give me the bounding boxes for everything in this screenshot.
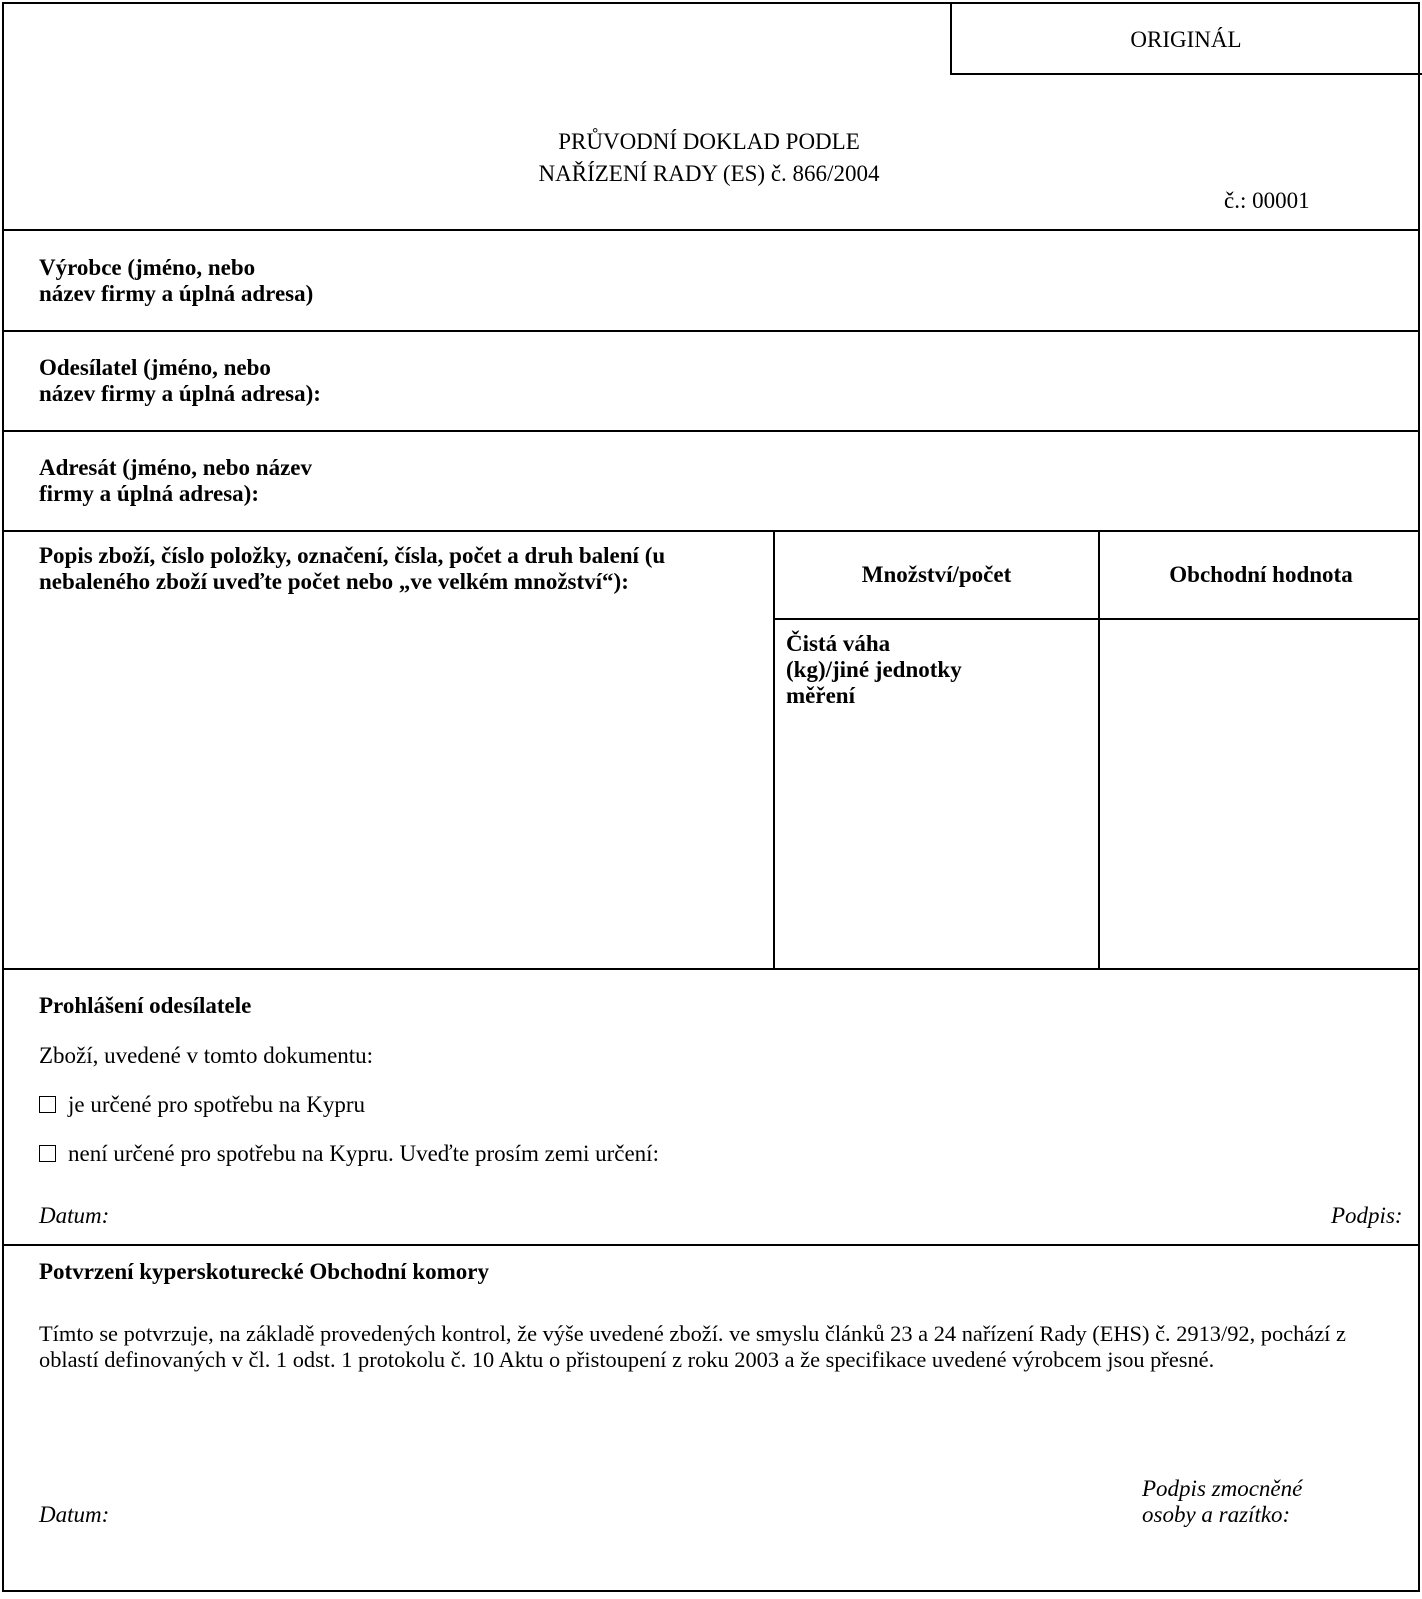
document-number: č.: 00001 [1224,188,1310,213]
producer-label-line1: Výrobce (jméno, nebo [39,255,256,280]
declaration-signature-label: Podpis: [1331,1203,1403,1228]
declaration-title: Prohlášení odesílatele [39,993,252,1018]
net-weight-line2: (kg)/jiné jednotky [786,657,962,682]
sender-label-line1: Odesílatel (jméno, nebo [39,355,271,380]
document-title-line2: NAŘÍZENÍ RADY (ES) č. 866/2004 [538,161,880,186]
confirmation-title: Potvrzení kyperskoturecké Obchodní komory [39,1259,489,1284]
divider-producer [4,330,1418,332]
declaration-option-consumed [39,1091,365,1118]
divider-recipient [4,530,1418,532]
confirmation-text-line1: Tímto se potvrzuje, na základě provedených kontrol, že výše uvedené zboží. ve smyslu článků 23 a 24 nařízení Rady (EHS) č. 2913/92, pochází z [39,1321,1346,1346]
goods-description-line2: nebaleného zboží uveďte počet nebo „ve velkém množství“): [39,569,629,594]
quantity-header: Množství/počet [861,562,1012,587]
declaration-option-not-consumed [39,1140,659,1167]
recipient-label-line1: Adresát (jméno, nebo název [39,455,312,480]
declaration-intro: Zboží, uvedené v tomto dokumentu: [39,1043,374,1068]
declaration-date-label: Datum: [39,1203,110,1228]
checkbox-not-consumed[interactable] [39,1145,56,1162]
divider-header [4,229,1418,231]
checkbox-consumed[interactable] [39,1096,56,1113]
option-not-consumed-label: není určené pro spotřebu na Kypru. Uveďte prosím zemi určení: [68,1141,659,1166]
producer-label-line2: název firmy a úplná adresa) [39,281,314,306]
divider-declaration [4,1244,1418,1246]
net-weight-line3: měření [786,683,855,708]
option-consumed-label: je určené pro spotřebu na Kypru [68,1092,365,1117]
goods-description-line1: Popis zboží, číslo položky, označení, čísla, počet a druh balení (u [39,543,666,568]
net-weight-line1: Čistá váha [786,631,891,656]
confirmation-text-line2: oblastí definovaných v čl. 1 odst. 1 protokolu č. 10 Aktu o přistoupení z roku 2003 a že specifikace uvedené výrobcem jsou přesné. [39,1347,1215,1372]
confirmation-signature-line1: Podpis zmocněné [1142,1476,1303,1501]
sender-label-line2: název firmy a úplná adresa): [39,381,321,406]
divider-goods [4,968,1418,970]
confirmation-date-label: Datum: [39,1502,110,1527]
recipient-label-line2: firmy a úplná adresa): [39,481,259,506]
goods-header-divider [773,618,1418,620]
document-title-line1: PRŮVODNÍ DOKLAD PODLE [558,129,860,154]
original-label: ORIGINÁL [1130,27,1242,52]
value-header: Obchodní hodnota [1169,562,1353,587]
goods-column-divider-2 [1098,530,1100,970]
confirmation-signature-line2: osoby a razítko: [1142,1502,1291,1527]
goods-column-divider-1 [773,530,775,970]
divider-sender [4,430,1418,432]
certificate-form [2,2,1420,1592]
